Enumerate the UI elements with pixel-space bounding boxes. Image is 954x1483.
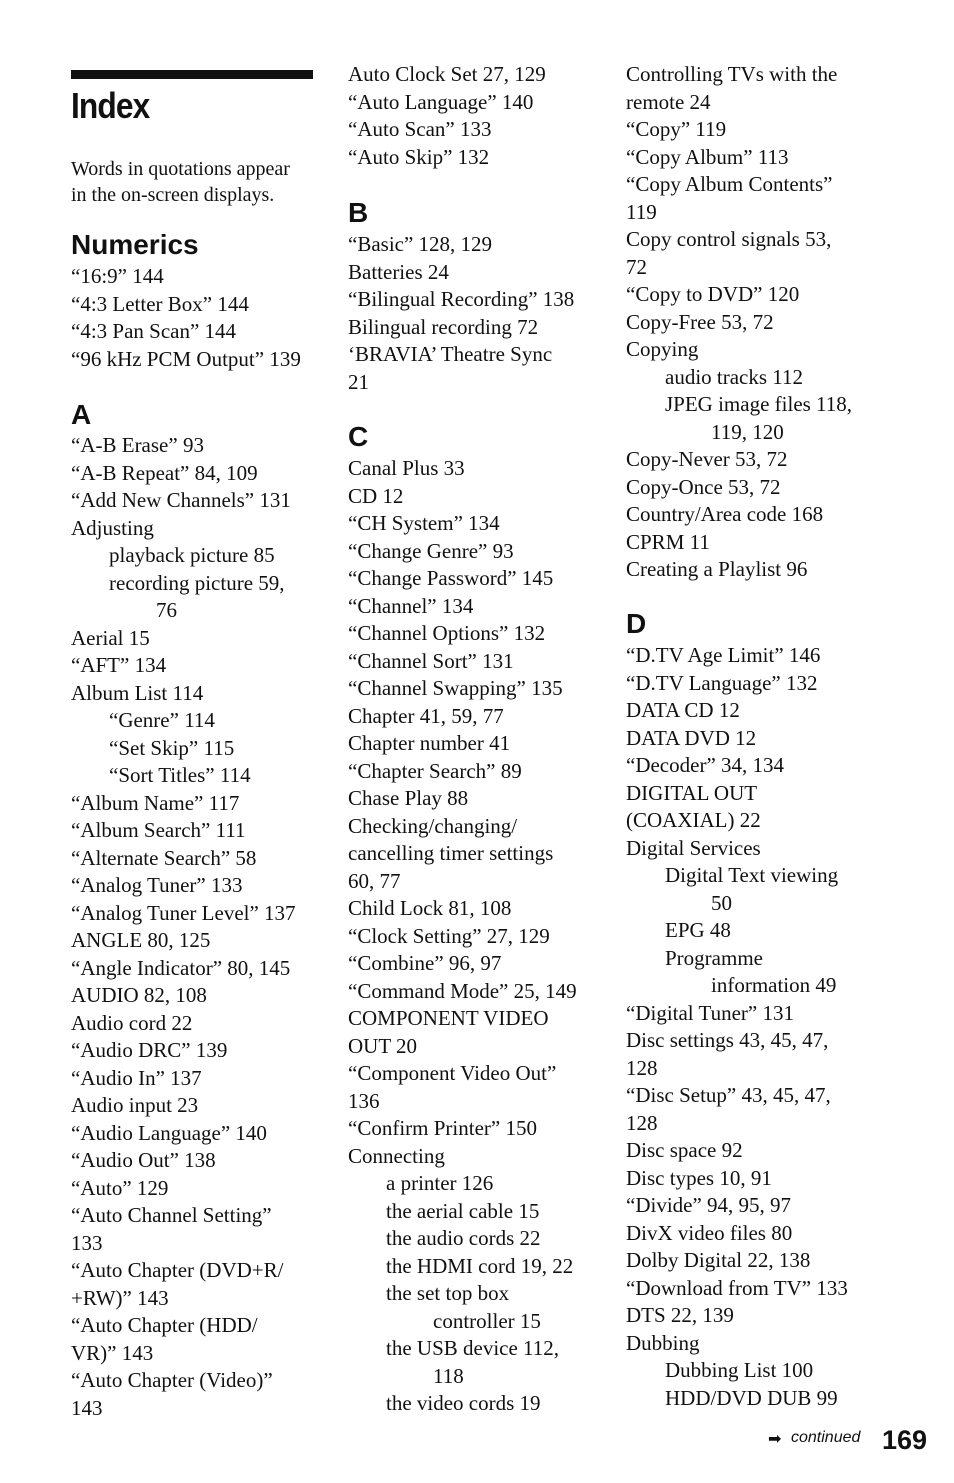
index-entry: “Auto Chapter (HDD/ [71, 1313, 258, 1337]
index-entry: “Audio Out” 138 [71, 1148, 216, 1172]
index-entry: “Auto Scan” 133 [348, 117, 492, 141]
index-entry: “Digital Tuner” 131 [626, 1000, 794, 1025]
index-entry: Album List 114 [71, 680, 204, 705]
index-entry: Auto Clock Set 27, 129 [348, 62, 546, 86]
index-entry: “Basic” 128, 129 [348, 232, 493, 256]
index-entry: “Change Password” 145 [348, 566, 554, 590]
section-heading-a: A [71, 399, 92, 430]
index-entry: DivX video files 80 [626, 1220, 793, 1245]
index-entry: “Album Search” 111 [71, 818, 246, 842]
index-entry: the video cords 19 [386, 1391, 541, 1415]
index-entry: Dubbing [626, 1330, 700, 1355]
index-entry: 50 [711, 890, 732, 915]
index-entry: “CH System” 134 [348, 511, 500, 535]
index-entry: DATA DVD 12 [626, 725, 757, 750]
index-entry: AUDIO 82, 108 [71, 983, 207, 1007]
index-entry: Copy-Free 53, 72 [626, 309, 774, 334]
index-entry: ‘BRAVIA’ Theatre Sync [348, 342, 553, 366]
index-entry: “Audio DRC” 139 [71, 1038, 228, 1062]
index-entry: “D.TV Age Limit” 146 [626, 643, 821, 667]
index-entry: “Copy to DVD” 120 [626, 282, 800, 306]
continued-label: continued [791, 1429, 861, 1446]
index-entry: OUT 20 [348, 1033, 418, 1058]
right-arrow-icon: ➡ [768, 1429, 782, 1448]
index-entry: EPG 48 [665, 918, 731, 942]
index-entry: “Add New Channels” 131 [71, 488, 291, 512]
index-entry: HDD/DVD DUB 99 [665, 1385, 838, 1410]
page-title: Index [71, 85, 150, 126]
index-entry: “Combine” 96, 97 [348, 951, 502, 975]
index-entry: 60, 77 [348, 868, 401, 893]
index-entry: “Chapter Search” 89 [348, 758, 522, 783]
index-entry: “Copy Album Contents” [626, 172, 833, 196]
index-note-line-1: Words in quotations appear [71, 158, 290, 180]
index-entry: 119, 120 [711, 419, 784, 444]
section-heading-numerics: Numerics [71, 229, 199, 260]
index-entry: “Disc Setup” 43, 45, 47, [626, 1083, 831, 1107]
index-entry: Disc settings 43, 45, 47, [626, 1028, 829, 1052]
index-entry: (COAXIAL) 22 [626, 808, 761, 832]
index-entry: “D.TV Language” 132 [626, 670, 818, 695]
index-entry: “Auto Channel Setting” [71, 1203, 272, 1227]
index-entry: Canal Plus 33 [348, 456, 465, 480]
index-entry: playback picture 85 [109, 543, 275, 567]
section-heading-d: D [626, 608, 647, 639]
index-entry: “Channel Options” 132 [348, 621, 546, 645]
index-entry: Chapter 41, 59, 77 [348, 703, 504, 728]
index-entry: audio tracks 112 [665, 364, 804, 389]
index-entry: Country/Area code 168 [626, 502, 824, 526]
index-entry: Disc space 92 [626, 1138, 743, 1162]
index-entry: Aerial 15 [71, 625, 150, 650]
index-entry: “Auto Chapter (DVD+R/ [71, 1258, 284, 1282]
index-entry: “Copy” 119 [626, 117, 727, 141]
index-entry: Adjusting [71, 515, 154, 540]
index-entry: “Component Video Out” [348, 1061, 557, 1085]
index-entry: Disc types 10, 91 [626, 1165, 772, 1190]
index-entry: the audio cords 22 [386, 1226, 541, 1250]
index-entry: “Audio In” 137 [71, 1065, 202, 1090]
index-entry: 72 [626, 254, 647, 279]
index-entry: “Analog Tuner” 133 [71, 873, 243, 897]
index-entry: recording picture 59, [109, 570, 285, 595]
index-entry: “Clock Setting” 27, 129 [348, 923, 550, 948]
index-entry: Bilingual recording 72 [348, 314, 539, 339]
section-heading-b: B [348, 197, 369, 228]
index-entry: +RW)” 143 [71, 1285, 169, 1310]
index-entry: “Decoder” 34, 134 [626, 753, 785, 777]
index-entry: “Set Skip” 115 [109, 735, 235, 760]
index-entry: “16:9” 144 [71, 264, 164, 288]
index-entry: controller 15 [433, 1308, 541, 1333]
index-entry: Batteries 24 [348, 259, 449, 284]
index-entry: “4:3 Pan Scan” 144 [71, 319, 237, 343]
index-entry: “Audio Language” 140 [71, 1120, 267, 1145]
index-note-line-2: in the on-screen displays. [71, 184, 275, 206]
index-entry: “Channel Sort” 131 [348, 648, 514, 673]
index-entry: “96 kHz PCM Output” 139 [71, 346, 301, 371]
index-entry: 118 [433, 1363, 464, 1388]
index-entry: “Command Mode” 25, 149 [348, 978, 577, 1003]
index-entry: “Download from TV” 133 [626, 1275, 848, 1300]
index-entry: DIGITAL OUT [626, 780, 758, 805]
index-entry: remote 24 [626, 89, 711, 114]
index-entry: Chapter number 41 [348, 731, 511, 755]
index-entry: Copy-Never 53, 72 [626, 447, 788, 471]
index-entry: the HDMI cord 19, 22 [386, 1253, 574, 1278]
index-entry: “Divide” 94, 95, 97 [626, 1193, 792, 1217]
index-entry: 143 [71, 1395, 103, 1420]
index-entry: Controlling TVs with the [626, 62, 838, 86]
index-entry: cancelling timer settings [348, 841, 554, 865]
index-entry: 128 [626, 1055, 658, 1080]
index-entry: “Album Name” 117 [71, 790, 240, 815]
index-entry: Chase Play 88 [348, 786, 469, 810]
index-entry: Checking/changing/ [348, 813, 518, 838]
title-rule [71, 70, 313, 79]
section-heading-c: C [348, 421, 369, 452]
index-entry: “Auto” 129 [71, 1175, 169, 1200]
index-entry: “Analog Tuner Level” 137 [71, 900, 296, 925]
index-entry: COMPONENT VIDEO [348, 1006, 549, 1030]
index-entry: Copying [626, 337, 699, 361]
index-entry: “Sort Titles” 114 [109, 763, 251, 787]
index-entry: “Change Genre” 93 [348, 538, 514, 563]
index-entry: JPEG image files 118, [665, 392, 853, 416]
index-entry: CPRM 11 [626, 529, 710, 554]
index-entry: CD 12 [348, 483, 404, 508]
index-entry: a printer 126 [386, 1171, 494, 1195]
index-entry: Creating a Playlist 96 [626, 557, 808, 581]
index-entry: Copy-Once 53, 72 [626, 474, 781, 499]
index-entry: Programme [665, 945, 763, 970]
index-entry: “Genre” 114 [109, 708, 215, 732]
index-entry: Audio cord 22 [71, 1010, 193, 1035]
index-entry: Copy control signals 53, [626, 227, 832, 251]
index-entry: Dolby Digital 22, 138 [626, 1248, 811, 1272]
index-entry: DTS 22, 139 [626, 1303, 734, 1327]
index-entry: “Auto Chapter (Video)” [71, 1368, 273, 1392]
index-entry: Digital Text viewing [665, 863, 839, 887]
index-entry: “A-B Erase” 93 [71, 433, 204, 457]
index-entry: “Auto Skip” 132 [348, 144, 490, 169]
index-entry: Digital Services [626, 835, 761, 860]
index-entry: “Confirm Printer” 150 [348, 1116, 537, 1140]
index-entry: “Bilingual Recording” 138 [348, 287, 575, 311]
index-entry: Connecting [348, 1143, 445, 1168]
index-entry: 128 [626, 1110, 658, 1135]
index-entry: 133 [71, 1230, 103, 1255]
index-entry: 136 [348, 1088, 380, 1113]
index-entry: VR)” 143 [71, 1340, 154, 1365]
index-entry: DATA CD 12 [626, 698, 740, 722]
index-entry: Dubbing List 100 [665, 1358, 814, 1382]
index-entry: Child Lock 81, 108 [348, 896, 512, 920]
index-entry: 21 [348, 369, 369, 394]
index-entry: “A-B Repeat” 84, 109 [71, 460, 258, 485]
index-entry: “Copy Album” 113 [626, 144, 789, 169]
index-entry: the set top box [386, 1281, 510, 1305]
index-entry: “AFT” 134 [71, 653, 167, 677]
index-entry: “Auto Language” 140 [348, 89, 534, 114]
index-entry: information 49 [711, 973, 837, 997]
index-entry: 119 [626, 199, 657, 224]
index-entry: Audio input 23 [71, 1093, 199, 1117]
index-entry: “Channel Swapping” 135 [348, 676, 563, 700]
index-entry: “Angle Indicator” 80, 145 [71, 955, 291, 980]
page-number: 169 [882, 1425, 928, 1455]
index-entry: the aerial cable 15 [386, 1198, 540, 1223]
index-entry: “4:3 Letter Box” 144 [71, 291, 249, 316]
index-entry: ANGLE 80, 125 [71, 928, 211, 952]
index-entry: “Alternate Search” 58 [71, 845, 257, 870]
index-entry: the USB device 112, [386, 1336, 560, 1360]
index-entry: 76 [156, 598, 177, 622]
index-entry: “Channel” 134 [348, 593, 474, 618]
